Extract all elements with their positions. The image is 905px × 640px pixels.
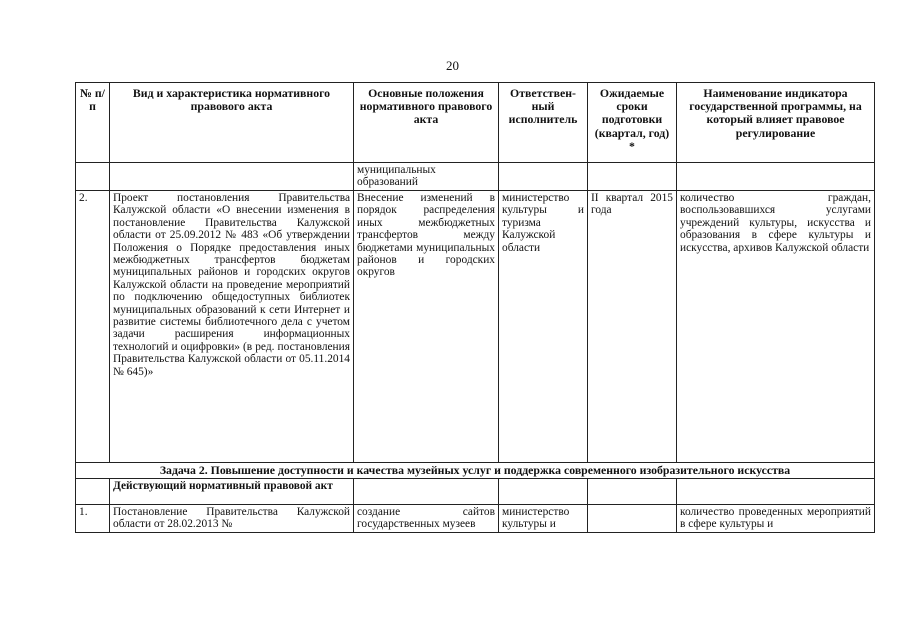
table-cell	[677, 479, 875, 505]
table-cell	[76, 479, 110, 505]
table-cell	[588, 479, 677, 505]
indicator-cell: количество проведенных мероприятий в сфере культуры и	[677, 505, 875, 533]
provisions-cell: создание сайтов государственных музеев	[354, 505, 499, 533]
table-row	[76, 505, 875, 533]
header-deadline: Ожидаемые сроки подготовки (квартал, год) *	[588, 83, 677, 163]
table-row	[76, 163, 875, 191]
header-indicator: Наименование индикатора государственной программы, на который влияет правовое регулирование	[677, 83, 875, 163]
continuation-provisions-cell: муниципальных образований	[354, 163, 499, 191]
table-cell	[499, 479, 588, 505]
legal-acts-table	[75, 82, 875, 533]
table-cell	[588, 163, 677, 191]
act-type-cell: Проект постановления Правительства Калужской области «О внесении изменения в постановление Правительства Калужской области от 25.09.2012 № 483 «Об утверждении Положения о Порядке предоставления иных межбюджетных трансфертов бюджетам муниципальных районов и городских округов Калужской области на проведение мероприятий по подключению общедоступных библиотек муниципальных образований к сети Интернет и развитие системы библиотечного дела с учетом задачи расширения информационных технологий и оцифровки» (в ред. постановления Правительства Калужской области от 05.11.2014 № 645)»	[110, 191, 354, 463]
subheader-row	[76, 479, 875, 505]
page-number: 20	[446, 58, 459, 73]
table-cell	[499, 163, 588, 191]
table-cell	[76, 163, 110, 191]
header-num: № п/п	[76, 83, 110, 163]
act-type-cell: Постановление Правительства Калужской области от 28.02.2013 №	[110, 505, 354, 533]
header-act-type: Вид и характеристика нормативного правового акта	[110, 83, 354, 163]
executor-cell: министерство культуры и	[499, 505, 588, 533]
header-provisions: Основные положения нормативного правового акта	[354, 83, 499, 163]
indicator-cell: количество граждан, воспользовавшихся услугами учреждений культуры, искусства и образования в сфере культуры и искусства, архивов Калужской области	[677, 191, 875, 463]
row-num-cell: 2.	[76, 191, 110, 463]
deadline-cell	[588, 505, 677, 533]
subheader-cell: Действующий нормативный правовой акт	[110, 479, 354, 505]
executor-cell: министерство культуры и туризма Калужской области	[499, 191, 588, 463]
table-cell	[677, 163, 875, 191]
provisions-cell: Внесение изменений в порядок распределения иных межбюджетных трансфертов между бюджетами муниципальных районов и городских округов	[354, 191, 499, 463]
table-cell	[110, 163, 354, 191]
header-executor: Ответствен-ный исполнитель	[499, 83, 588, 163]
table-header-row	[76, 83, 875, 163]
row-num-cell: 1.	[76, 505, 110, 533]
table-row	[76, 191, 875, 463]
deadline-cell: II квартал 2015 года	[588, 191, 677, 463]
task-heading: Задача 2. Повышение доступности и качества музейных услуг и поддержка современного изобразительного искусства	[76, 463, 875, 479]
table-cell	[354, 479, 499, 505]
task-row	[76, 463, 875, 479]
